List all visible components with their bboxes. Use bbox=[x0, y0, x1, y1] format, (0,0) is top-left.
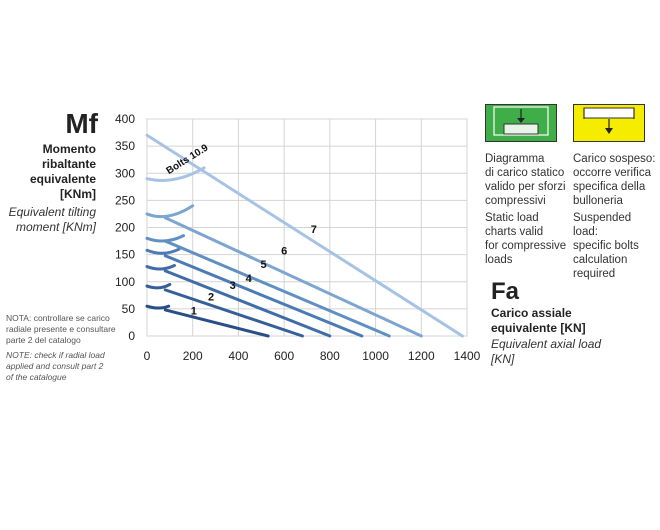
suspended-load-icon bbox=[573, 104, 645, 142]
note-english-line: of the catalogue bbox=[6, 372, 67, 382]
chart bbox=[100, 105, 480, 375]
series-label: 4 bbox=[245, 272, 252, 285]
suspended-load-description-english-line: Suspended load: bbox=[573, 212, 632, 238]
suspended-load-description-italian bbox=[573, 152, 658, 208]
static-load-description-english-line: Static load bbox=[485, 212, 539, 224]
y-axis-label-italian-line: ribaltante bbox=[41, 157, 96, 171]
series-label: 2 bbox=[207, 291, 215, 304]
static-load-description-italian-line: di carico statico bbox=[485, 167, 565, 179]
y-tick-label: 150 bbox=[114, 247, 135, 262]
y-axis-label-italian-line: [KNm] bbox=[60, 187, 96, 201]
static-load-description-italian-line: valido per sforzi bbox=[485, 181, 566, 193]
suspended-load-description-italian-line: specifica della bbox=[573, 181, 646, 193]
x-tick-label: 200 bbox=[182, 349, 203, 363]
suspended-load-description-english bbox=[573, 211, 658, 281]
suspended-load-description-italian-line: occorre verifica bbox=[573, 167, 651, 179]
y-tick-label: 300 bbox=[114, 166, 135, 181]
y-axis-label-english bbox=[0, 205, 96, 235]
note-italian-line: parte 2 del catalogo bbox=[6, 335, 81, 345]
static-load-description-english-line: charts valid bbox=[485, 226, 544, 238]
y-axis-label-english-line: moment [KNm] bbox=[15, 220, 96, 234]
x-axis-title: Fa bbox=[491, 278, 520, 305]
x-axis-label-english bbox=[491, 337, 651, 367]
series-label: 7 bbox=[310, 223, 317, 236]
y-tick-label: 350 bbox=[114, 139, 135, 154]
suspended-load-description-english-line: calculation bbox=[573, 254, 628, 266]
static-load-icon bbox=[485, 104, 557, 142]
x-tick-label: 1200 bbox=[407, 349, 435, 363]
x-axis-label-english-line: [KN] bbox=[491, 352, 515, 366]
series-label: 6 bbox=[281, 245, 288, 258]
suspended-load-description-italian-line: bulloneria bbox=[573, 195, 623, 207]
note-italian-line: NOTA: controllare se carico bbox=[6, 313, 110, 323]
x-axis-label-italian-line: Carico assiale bbox=[491, 306, 572, 320]
y-axis-title: Mf bbox=[65, 108, 98, 139]
y-axis-label-italian-line: Momento bbox=[42, 142, 96, 156]
static-load-description-english-line: for compressive bbox=[485, 240, 567, 252]
suspended-load-description-italian-line: Carico sospeso: bbox=[573, 153, 656, 165]
note-english-line: applied and consult part 2 bbox=[6, 361, 104, 371]
x-axis-label-english-line: Equivalent axial load bbox=[491, 337, 602, 351]
y-tick-label: 50 bbox=[121, 301, 135, 316]
y-tick-label: 0 bbox=[128, 329, 135, 343]
static-load-description-italian-line: Diagramma bbox=[485, 153, 545, 165]
y-axis-label-english-line: Equivalent tilting bbox=[8, 205, 96, 219]
series-label: 1 bbox=[190, 305, 197, 318]
y-tick-label: 100 bbox=[114, 274, 135, 289]
y-tick-label: 200 bbox=[114, 220, 135, 235]
x-tick-label: 1400 bbox=[453, 349, 480, 363]
series-label: 3 bbox=[229, 279, 236, 292]
y-axis-label-italian bbox=[6, 142, 96, 202]
static-load-description-english-line: loads bbox=[485, 254, 513, 266]
x-tick-label: 400 bbox=[228, 349, 249, 363]
x-tick-label: 600 bbox=[274, 349, 295, 363]
series-label: 5 bbox=[260, 259, 267, 272]
x-axis-ticks bbox=[144, 349, 480, 363]
static-load-description-italian-line: compressivi bbox=[485, 195, 546, 207]
y-tick-label: 400 bbox=[114, 112, 135, 126]
x-axis-label-italian bbox=[491, 306, 651, 336]
suspended-load-description-english-line: specific bolts bbox=[573, 240, 639, 252]
suspended-load-description-english-line: required bbox=[573, 268, 616, 280]
x-axis-label-italian-line: equivalente [KN] bbox=[491, 321, 586, 335]
static-load-description-english bbox=[485, 211, 570, 267]
x-tick-label: 0 bbox=[143, 349, 151, 363]
x-tick-label: 1000 bbox=[362, 349, 389, 363]
note-english-line: NOTE: check if radial load bbox=[6, 350, 105, 360]
bolts-label: Bolts 10.9 bbox=[164, 142, 211, 177]
static-load-description-italian bbox=[485, 152, 570, 208]
note-italian-line: radiale presente e consultare bbox=[6, 324, 116, 334]
y-axis-ticks bbox=[115, 112, 135, 343]
y-axis-label-italian-line: equivalente bbox=[29, 172, 96, 186]
y-tick-label: 250 bbox=[114, 193, 135, 208]
x-tick-label: 800 bbox=[319, 349, 340, 363]
